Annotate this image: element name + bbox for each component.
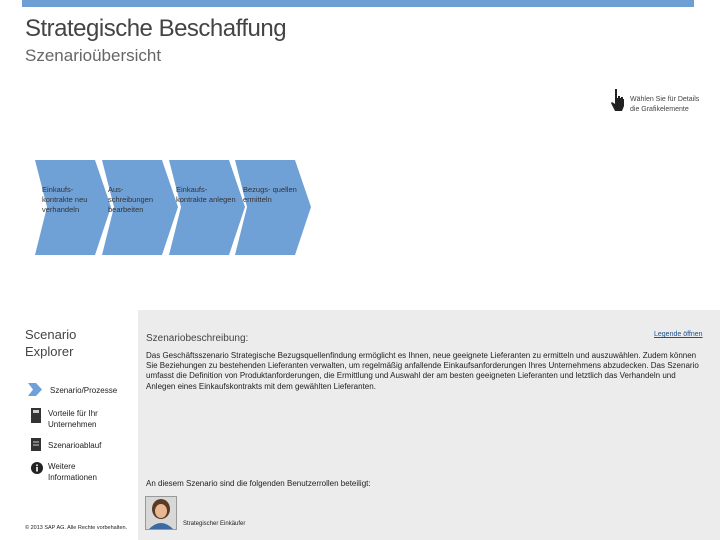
document-icon	[31, 438, 41, 451]
process-step-determine-sources[interactable]	[225, 160, 311, 255]
page-subtitle: Szenarioübersicht	[25, 46, 162, 65]
nav-item-scenario-processes[interactable]: Szenario/Prozesse	[50, 386, 118, 395]
calculator-icon	[31, 408, 41, 423]
legend-link[interactable]: Legende öffnen	[654, 331, 703, 338]
hint-text: Wählen Sie für Details die Grafikelemente	[630, 96, 700, 113]
copyright-text: © 2013 SAP AG. Alle Rechte vorbehalten.	[25, 525, 128, 531]
role-label[interactable]: Strategischer Einkäufer	[183, 521, 246, 527]
description-panel	[138, 310, 720, 540]
nav-item-benefits[interactable]: Vorteile für Ihr Unternehmen	[48, 409, 98, 429]
avatar[interactable]	[145, 496, 177, 530]
user-avatar-icon	[146, 497, 176, 529]
process-step-label: Aus- schreibungen bearbeiten	[108, 185, 154, 214]
hand-pointer-icon	[610, 88, 626, 112]
roles-title: An diesem Szenario sind die folgenden Benutzerrollen beteiligt:	[146, 479, 371, 488]
top-accent-bar	[22, 0, 694, 7]
nav-item-more-info[interactable]: Weitere Informationen	[48, 462, 97, 482]
description-title: Szenariobeschreibung:	[146, 333, 249, 344]
process-step-label: Bezugs- quellen ermitteln	[243, 185, 297, 204]
explorer-title: Scenario Explorer	[25, 327, 77, 359]
page-title: Strategische Beschaffung	[25, 15, 287, 42]
description-text: Das Geschäftsszenario Strategische Bezugsquellenfindung ermöglicht es Ihnen, neue geeignete Lieferanten zu ermitteln und auszuwählen. Zudem können Sie Beziehungen zu bestehenden Lieferanten verwalten, um regelmäßig anfallende Einkaufsanforderungen Ihres Unternehmens abzudecken. Das Szenario umfasst die Definition von Produktanforderungen, die Ermittlung und Auswahl der am besten geeigneten Lieferanten und letztlich das Verhandeln und Anlegen eines Einkaufskontrakts mit dem gewählten Lieferanten.	[146, 351, 699, 391]
process-step-label: Einkaufs- kontrakte anlegen	[176, 185, 236, 204]
process-step-label: Einkaufs- kontrakte neu verhandeln	[42, 185, 88, 214]
chevron-right-icon	[28, 383, 42, 396]
info-icon	[31, 462, 43, 474]
nav-item-scenario-flow[interactable]: Szenarioablauf	[48, 441, 102, 450]
